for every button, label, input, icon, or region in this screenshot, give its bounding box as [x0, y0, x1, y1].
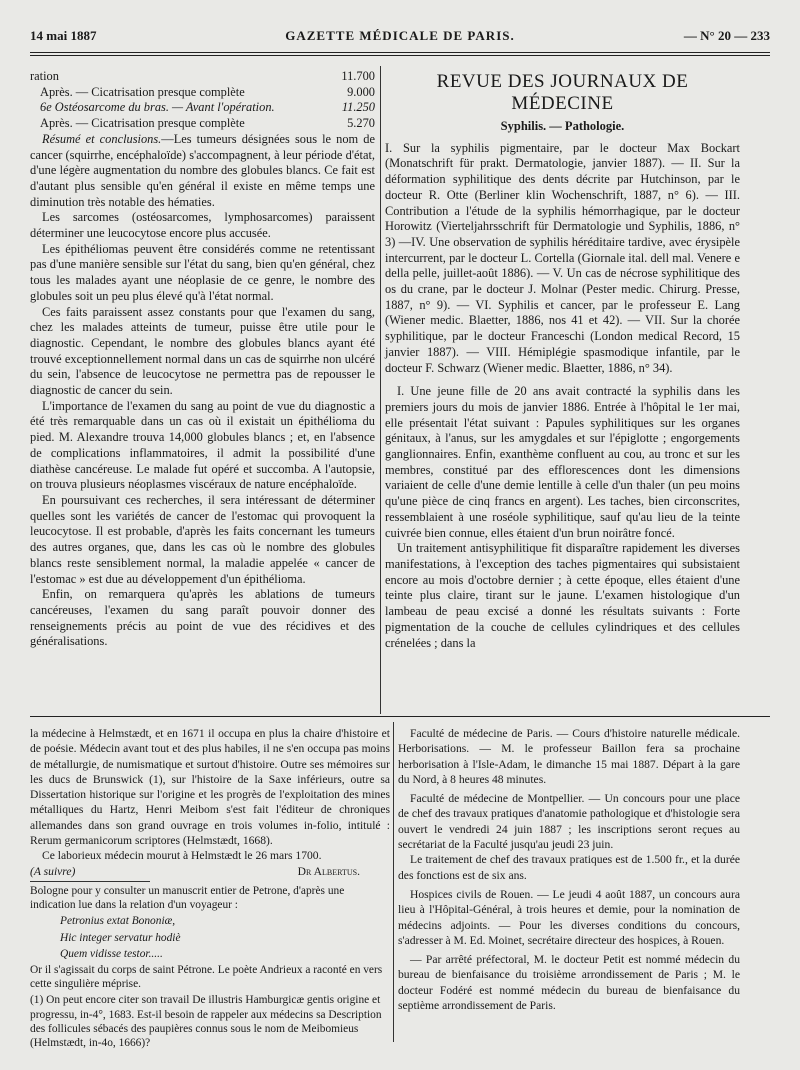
stat-label: 6e Ostéosarcome du bras. — Avant l'opération. — [40, 100, 275, 115]
poem-line: Hic integer servatur hodiè — [60, 931, 181, 944]
paragraph-text: —Les tumeurs désignées sous le nom de cancer (squirrhe, encéphaloïde) s'accompagnent, à leur période d'état, d'une légère augmentation du nombre des globules blancs. Ce fait est d'autant plus sensible qu'en général il existe en même temps une diminution très notable des hématies. — [30, 131, 375, 209]
news-item: Le traitement de chef des travaux pratiques est de 1.500 fr., et la durée des fonctions est de six ans. — [398, 853, 740, 882]
right-column — [385, 69, 740, 651]
conclusion-heading: Résumé et conclusions. — [42, 131, 162, 146]
stat-value: 5.270 — [347, 116, 375, 131]
signature-line — [30, 864, 390, 879]
news-item: Hospices civils de Rouen. — Le jeudi 4 août 1887, un concours aura lieu à l'Hôpital-Général, à trois heures et demie, pour la nomination de médecins adjoints. — Pour les diverses conditions du concours, s'adresser à M. Ed. Moinet, secrétaire directeur des hospices, à Rouen. — [398, 887, 740, 947]
footnote: (1) On peut encore citer son travail De illustris Hamburgicæ gentis origine et progressu, in-4°, 1683. Est-il besoin de rappeler aux médecins sa Description des follicules sébacés des paupières connus sous le nom de Meibomieus (Helmstædt, in-4o, 1666)? — [30, 994, 382, 1049]
stat-label: Après. — Cicatrisation presque complète — [40, 116, 245, 131]
stat-value: 9.000 — [347, 84, 375, 99]
footnote: Bologne pour y consulter un manuscrit entier de Petrone, d'après une indication lue dans la relation d'un voyageur : — [30, 884, 345, 912]
header-page-number: — N° 20 — 233 — [683, 28, 770, 43]
stat-row — [30, 69, 375, 85]
paragraph: Un traitement antisyphilitique fit disparaître rapidement les diverses manifestations, à l'exception des taches pigmentaires qui subsistaient encore au mois d'octobre dernier ; à cette époque, elles étaient d'une teinte plus claire, tirant sur le jaune. L'examen histologique d'un lambeau de peau excisé a donné les résultats suivants : Forte pigmentation de la couche de cellules cylindriques et des cellules crénelées ; dans la — [385, 541, 740, 650]
news-item: Faculté de médecine de Paris. — Cours d'histoire naturelle médicale. Herborisations. — M. le professeur Baillon fera sa prochaine herborisation à l'Isle-Adam, le dimanche 15 mai 1887. Départ à la gare du Nord, à 8 heures 48 minutes. — [398, 727, 740, 786]
paragraph: Enfin, on remarquera qu'après les ablations de tumeurs cancéreuses, l'examen du sang paraît pouvoir donner des renseignements précis au point de vue des récidives et des généralisations. — [30, 587, 375, 649]
author-signature: Dr Albertus. — [297, 864, 360, 878]
stat-value: 11.250 — [341, 100, 375, 115]
paragraph: I. Une jeune fille de 20 ans avait contracté la syphilis dans les premiers jours du mois de janvier 1886. Entrée à l'hôpital le 1er mai, elle présentait l'état suivant : Papules syphilitiques sur les organes génitaux, à l'anus, sur les amygdales et sur l'épiglotte ; engorgements ganglionnaires. Enfin, exanthème confluent au cou, au tronc et sur les membres, constitué par des efflorescences dont les dimensions variaient de celle d'une demie lentille à celle d'un thaler (un peu moins qu'une pièce de cinq francs en argent). Les taches, bien circonscrites, ressemblaient à une roséole syphilitique, sauf qu'au lieu de la teinte cuivrée bien connue, elles étaient d'un brun noirâtre foncé. — [385, 384, 740, 540]
left-column — [30, 69, 375, 650]
to-be-continued: (A suivre) — [30, 864, 76, 878]
page-header — [30, 28, 770, 46]
stat-label: ration — [30, 69, 59, 83]
stat-row — [30, 85, 375, 101]
section-title: REVUE DES JOURNAUX DE MÉDECINE — [436, 71, 689, 114]
paragraph: Ces faits paraissent assez constants pour que l'examen du sang, chez les malades atteints de tumeur, puisse être utile pour le diagnostic. Cependant, le nombre des globules blancs ayant été trouvé exceptionnellement normal dans un cas de squirrhe non ulcéré du sein, l'absence de leucocytose ne permettra pas de repousser le diagnostic de cancer du sein. — [30, 304, 375, 398]
feuilleton-column — [30, 726, 390, 1050]
footnote: Or il s'agissait du corps de saint Pétrone. Le poète Andrieux a raconté en vers cette singulière méprise. — [30, 963, 383, 991]
paragraph: Les épithéliomas peuvent être considérés comme ne retentissant pas d'une manière sensible sur l'état du sang, bien qu'en général, chez tous les malades ayant une néoplasie de ce genre, le nombre des globules soit un peu plus élevé qu'à l'état normal. — [30, 241, 375, 303]
header-rule-secondary — [30, 55, 770, 56]
paragraph: la médecine à Helmstædt, et en 1671 il occupa en plus la chaire d'histoire et de poésie. Médecin avant tout et des plus habiles, il ne s'en occupa pas moins de métallurgie, de numismatique et surtout d'histoire. Outre ses mémoires sur les ducs de Brunswick (1), sur l'histoire de la Saxe inférieurs, outre sa Dissertation historique sur l'origine et les progrès de l'exploitation des mines métalliques du Hartz, Henri Meibom s'est fait l'éditeur de chroniques allemandes dans son grand ouvrage en trois volumes in-folio, intitulé : Rerum germanicorum scriptores (Helmstædt, 1668). — [30, 727, 390, 848]
header-title: GAZETTE MÉDICALE DE PARIS. — [285, 28, 515, 43]
section-rule — [30, 716, 770, 717]
contents-summary: I. Sur la syphilis pigmentaire, par le docteur Max Bockart (Monatschrift für prakt. Dermatologie, janvier 1887). — II. Sur la déformation syphilitique des dents décrite par Hutchinson, par le docteur R. Otte (Berliner klin Wochenschrift, 1887, n° 6). — III. Contribution a l'étude de la syphilis hémorrhagique, par le docteur Horowitz (Vierteljahrsschrift für Dermatologie und Syphilis, 1886, n° 3) —IV. Une observation de syphilis héréditaire tardive, avec érysipèle intercurrent, par le docteur L. Cortella (Giornale ital. dell mal. Venere e della pelle, juillet-août 1886). — V. Un cas de nécrose syphilitique des os du crane, par le docteur J. Molnar (Pester medic. Chirurg. Presse, 1887, n° 9). — VI. Syphilis et cancer, par le professeur E. Lang (Wiener medic. Blaetter, 1886, nos 41 et 42). — VII. Sur la chorée syphilitique, par le docteur Franceschi (London medical Record, 15 janvier 1887). — VIII. Hémiplégie spasmodique infantile, par le docteur F. Schwarz (Wiener medic. Blaetter, 1886, n° 34). — [385, 140, 740, 375]
news-item: — Par arrêté préfectoral, M. le docteur Petit est nommé médecin du bureau de bienfaisance du troisième arrondissement de Paris ; M. le docteur Fodéré est nommé médecin du bureau de bienfaisance du septième arrondissement de Paris. — [398, 953, 740, 1013]
news-item: Faculté de médecine de Montpellier. — Un concours pour une place de chef des travaux pratiques d'anatomie pathologique et d'histologie sera ouvert le vendredi 24 juin 1887 ; les inscriptions seront reçues au secrétariat de la Faculté jusqu'au jeudi 23 juin. — [398, 792, 740, 852]
news-column — [398, 726, 740, 1013]
paragraph: L'importance de l'examen du sang au point de vue du diagnostic a été très remarquable dans un cas où il existait un épithélioma du pied. M. Alexandre trouva 14,000 globules blancs ; et, en l'absence de complications inflammatoires, il admit la possibilité d'une diathèse cancéreuse. Le malade fut opéré et succomba. A l'autopsie, on trouva plusieurs néoplasmes viscéraux de nature encéphaloïde. — [30, 398, 375, 492]
header-rule — [30, 52, 770, 53]
stat-row — [30, 100, 375, 116]
header-date: 14 mai 1887 — [30, 28, 97, 43]
footnote-rule — [30, 881, 150, 882]
poem-line: Petronius extat Bononiæ, — [60, 915, 176, 928]
paragraph: Ce laborieux médecin mourut à Helmstædt le 26 mars 1700. — [42, 849, 322, 863]
column-divider-bottom — [393, 722, 394, 1042]
section-subtitle: Syphilis. — Pathologie. — [500, 119, 625, 133]
paragraph: En poursuivant ces recherches, il sera intéressant de déterminer quelles sont les variétés de cancer de l'estomac qui provoquent la leucocytose. Il est probable, d'après les faits concernant les tumeurs des autres organes, que, dans les cas où le nombre des globules blancs reste sensiblement normal, la maladie appelée « cancer de l'estomac » est due au développement d'un épithélioma. — [30, 492, 375, 586]
column-divider-top — [380, 66, 381, 714]
stat-row — [30, 116, 375, 132]
stat-value: 11.700 — [341, 69, 375, 83]
paragraph — [30, 132, 375, 211]
poem-line: Quem vidisse testor..... — [60, 947, 163, 960]
paragraph: Les sarcomes (ostéosarcomes, lymphosarcomes) paraissent déterminer une leucocytose encore plus accusée. — [30, 210, 375, 241]
stat-label: Après. — Cicatrisation presque complète — [40, 84, 245, 99]
